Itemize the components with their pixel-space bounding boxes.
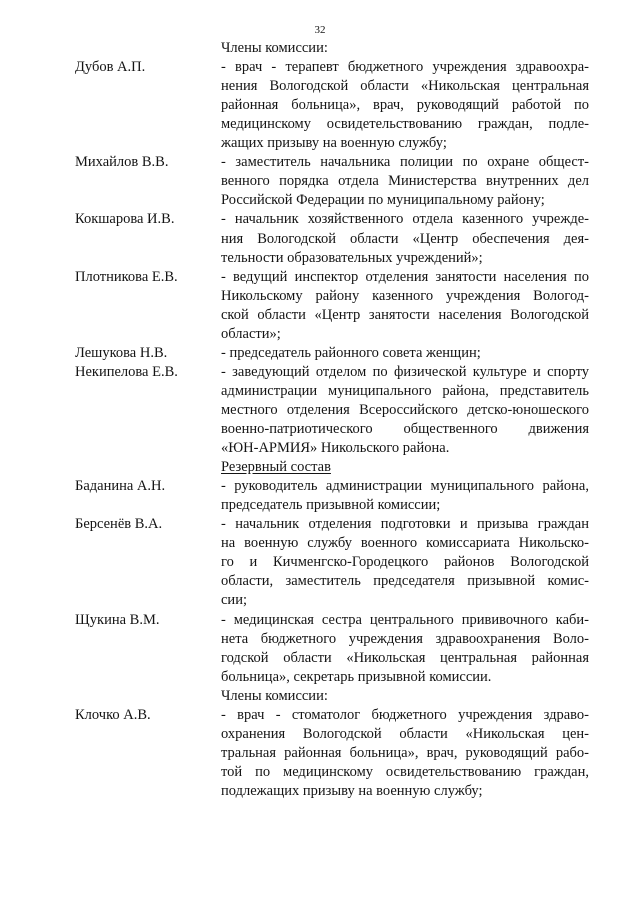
line-text: военно-патриотического общественного движения bbox=[221, 421, 589, 437]
line-text: охранения Вологодской области «Никольская цен- bbox=[221, 725, 589, 742]
text-line bbox=[0, 725, 640, 744]
text-line bbox=[0, 572, 640, 591]
text-line bbox=[0, 744, 640, 763]
line-text: подлежащих призыву на военную службу; bbox=[221, 782, 483, 799]
member-name: Плотникова Е.В. bbox=[75, 268, 178, 285]
line-text: Члены комиссии: bbox=[221, 40, 328, 56]
member-name: Лешукова Н.В. bbox=[75, 344, 168, 361]
text-line bbox=[0, 325, 640, 344]
line-text: ния Вологодской области «Центр обеспечения дея- bbox=[221, 230, 589, 247]
line-text: - заведующий отделом по физической культуре и спорту bbox=[221, 363, 589, 380]
line-text: больница», секретарь призывной комиссии. bbox=[221, 668, 492, 685]
text-line bbox=[0, 420, 640, 439]
member-name: Щукина В.М. bbox=[75, 611, 160, 628]
text-line bbox=[0, 763, 640, 782]
text-line bbox=[0, 96, 640, 115]
line-text: «ЮН-АРМИЯ» Никольского района. bbox=[221, 440, 450, 457]
text-line bbox=[0, 306, 640, 325]
member-name: Некипелова Е.В. bbox=[75, 363, 178, 380]
text-line bbox=[0, 172, 640, 191]
line-text: - председатель районного совета женщин; bbox=[221, 344, 481, 361]
text-line bbox=[0, 134, 640, 153]
line-text: венного порядка отдела Министерства внутренних дел bbox=[221, 173, 589, 190]
text-line bbox=[0, 496, 640, 515]
line-text: той по медицинскому освидетельствованию граждан, bbox=[221, 763, 589, 780]
member-name: Дубов А.П. bbox=[75, 59, 146, 76]
line-text: - медицинская сестра центрального прививочного каби- bbox=[221, 611, 589, 628]
line-text: - заместитель начальника полиции по охране общест- bbox=[221, 154, 589, 171]
text-line bbox=[0, 630, 640, 649]
text-line bbox=[0, 249, 640, 268]
member-row bbox=[0, 210, 640, 229]
line-text: Российской Федерации по муниципальному району; bbox=[221, 192, 545, 209]
line-text: - начальник отделения подготовки и призыва граждан bbox=[221, 516, 589, 533]
text-line bbox=[0, 191, 640, 210]
text-line bbox=[0, 591, 640, 610]
member-row bbox=[0, 611, 640, 630]
text-line bbox=[0, 439, 640, 458]
member-name: Кокшарова И.В. bbox=[75, 211, 175, 228]
line-text: председатель призывной комиссии; bbox=[221, 497, 441, 514]
member-name: Берсенёв В.А. bbox=[75, 516, 163, 533]
line-text: тельности образовательных учреждений»; bbox=[221, 249, 483, 266]
text-line bbox=[0, 687, 640, 706]
text-line bbox=[0, 39, 640, 58]
text-line bbox=[0, 115, 640, 134]
line-text: жащих призыву на военную службу; bbox=[221, 135, 447, 152]
line-text: области, заместитель председателя призывной комис- bbox=[221, 573, 589, 590]
line-text: нета бюджетного учреждения здравоохранения Воло- bbox=[221, 630, 589, 647]
line-text: Члены комиссии: bbox=[221, 687, 328, 704]
line-text: - руководитель администрации муниципального района, bbox=[221, 478, 589, 495]
line-text: - врач - терапевт бюджетного учреждения здравоохра- bbox=[221, 59, 589, 76]
text-line bbox=[0, 649, 640, 668]
text-line bbox=[0, 534, 640, 553]
text-line bbox=[0, 77, 640, 96]
member-row bbox=[0, 268, 640, 287]
text-line bbox=[0, 553, 640, 572]
member-name: Клочко А.В. bbox=[75, 706, 151, 723]
member-row bbox=[0, 706, 640, 725]
member-row bbox=[0, 58, 640, 77]
member-row bbox=[0, 477, 640, 496]
line-text: ской области «Центр занятости населения Вологодской bbox=[221, 306, 589, 323]
line-text: администрации муниципального района, представитель bbox=[221, 382, 589, 399]
line-text: медицинскому освидетельствованию граждан, подле- bbox=[221, 116, 589, 133]
line-text: - начальник хозяйственного отдела казенного учрежде- bbox=[221, 211, 589, 228]
line-text: Никольскому району казенного учреждения Вологод- bbox=[221, 287, 589, 304]
text-line bbox=[0, 401, 640, 420]
member-name: Михайлов В.В. bbox=[75, 154, 169, 171]
line-text: - врач - стоматолог бюджетного учреждения здраво- bbox=[221, 706, 589, 723]
section-heading: Резервный состав bbox=[221, 459, 331, 476]
line-text: - ведущий инспектор отделения занятости населения по bbox=[221, 268, 589, 285]
text-line bbox=[0, 230, 640, 249]
line-text: сии; bbox=[221, 592, 247, 609]
page-number: 32 bbox=[314, 24, 326, 36]
text-line bbox=[0, 782, 640, 801]
text-line bbox=[0, 287, 640, 306]
text-line bbox=[0, 458, 640, 477]
text-line bbox=[0, 668, 640, 687]
line-text: районная больница», врач, руководящий работой по bbox=[221, 97, 589, 114]
text-line bbox=[0, 382, 640, 401]
member-name: Баданина А.Н. bbox=[75, 478, 166, 495]
line-text: области»; bbox=[221, 325, 281, 342]
member-row bbox=[0, 515, 640, 534]
line-text: го и Кичменгско-Городецкого районов Вологодской bbox=[221, 554, 589, 571]
member-row bbox=[0, 363, 640, 382]
member-row bbox=[0, 153, 640, 172]
member-row bbox=[0, 344, 640, 363]
line-text: на военную службу военного комиссариата Никольско- bbox=[221, 535, 589, 552]
line-text: годской области «Никольская центральная районная bbox=[221, 649, 589, 666]
line-text: тральная районная больница», врач, руководящий рабо- bbox=[221, 744, 589, 761]
line-text: нения Вологодской области «Никольская центральная bbox=[221, 78, 589, 95]
line-text: местного отделения Всероссийского детско-юношеского bbox=[221, 401, 589, 418]
